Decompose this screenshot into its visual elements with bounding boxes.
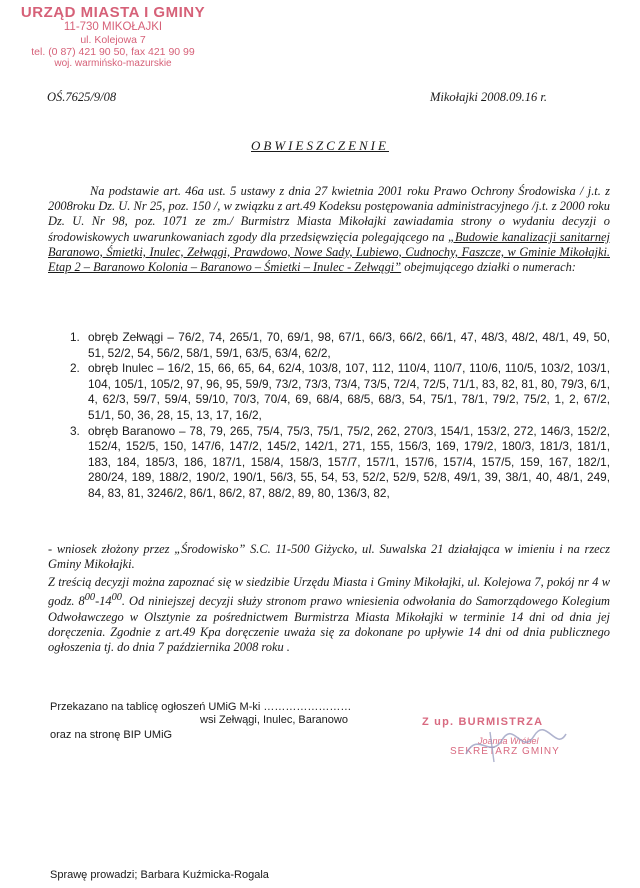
project-name: „Budowie kanalizacji sanitarnej Baranowo, Śmietki, Inulec, Zełwągi, Prawdowo, Nowe Sady, Lubiewo, Cudnochy, Faszcze, w Gminie Mikołajki. Etap 2 – Baranowo Kolonia – Baranowo – Śmietki – Inulec - Zełwągi” (48, 229, 610, 275)
stamp-phone: tel. (0 87) 421 90 50, fax 421 90 99 (31, 46, 195, 58)
list-item (48, 424, 610, 502)
office-stamp (8, 4, 218, 70)
intro-paragraph (48, 184, 610, 275)
stamp-postal-code: 11-730 MIKOŁAJKI (63, 21, 163, 33)
signature-stamp (422, 716, 582, 757)
hours-start-superscript: 00 (84, 592, 96, 604)
stamp-office-name: URZĄD MIASTA I GMINY (20, 4, 206, 21)
applicant-paragraph: - wniosek złożony przez „Środowisko” S.C. 11-500 Giżycko, ul. Suwalska 21 działająca w imieniu i na rzecz Gminy Mikołajki. (48, 542, 610, 572)
intro-text: Na podstawie art. 46a ust. 5 ustawy z dnia 27 kwietnia 2001 roku Prawo Ochrony Środowiska / j.t. z 2008roku Dz. U. Nr 25, poz. 150 /, w związku z art.49 Kodeksu postępowania administracyjnego /j.t. z 2000 roku Dz. U. Nr 98, poz. 1071 ze zm./ Burmistrz Miasta Mikołajki zawiadamia strony o wydaniu decyzji o środowiskowych uwarunkowaniach zgody dla przedsięwzięcia polegającego na (48, 184, 610, 244)
notice-paragraph (48, 575, 610, 655)
signature-role: SEKRETARZ GMINY (450, 746, 560, 757)
hours-separator: -14 (95, 594, 112, 609)
intro-text-end: obejmującego działki o numerach: (401, 260, 576, 275)
list-item (48, 361, 610, 423)
stamp-street: ul. Kolejowa 7 (80, 34, 146, 46)
case-handler: Sprawę prowadzi; Barbara Kuźmicka-Rogala (50, 869, 269, 881)
signature-name: Joanna Wróbel (478, 736, 539, 746)
list-item-number: 1. (70, 330, 80, 344)
notice-text: Z treścią decyzji można zapoznać się w siedzibie Urzędu Miasta i Gminy Mikołajki, ul. Kolejowa 7, pokój nr 4 w godz. 8 (48, 575, 610, 609)
posting-note: Przekazano na tablicę ogłoszeń UMiG M-ki …………………… (50, 701, 352, 713)
list-item (48, 330, 610, 361)
notice-text-end: . Od niniejszej decyzji służy stronom prawo wniesienia odwołania do Samorządowego Kolegium Odwoławczego w Olsztynie za pośrednictwem Burmistrza Miasta Mikołajki w terminie 14 dni od dnia jej doręczenia. Zgodnie z art.49 Kpa doręczenie uważa się za dokonane po upływie 14 dni od dnia publicznego ogłoszenia tj. do dnia 7 października 2008 roku . (48, 594, 610, 654)
list-item-text: obręb Baranowo – 78, 79, 265, 75/4, 75/3, 75/1, 75/2, 262, 270/3, 154/1, 153/2, 272, 146/3, 152/2, 152/4, 152/5, 150, 147/6, 147/2, 145/2, 142/1, 271, 155, 156/3, 169, 179/2, 180/3, 181/3, 181/1, 183, 184, 185/3, 186, 187/1, 158/4, 158/3, 157/7, 157/1, 157/6, 157/4, 157/5, 159, 167, 182/1, 280/24, 189, 188/2, 190/2, 190/1, 56/3, 55, 54, 53, 52/2, 52/9, 52/8, 49/1, 39, 38/1, 40, 48/1, 249, 84, 83, 81, 3246/2, 86/1, 86/2, 87, 88/2, 89, 80, 136/3, 82, (88, 423, 610, 500)
document-date: Mikołajki 2008.09.16 r. (430, 90, 548, 104)
stamp-region: woj. warmińsko-mazurskie (54, 58, 172, 69)
signature-title: Z up. BURMISTRZA (422, 716, 544, 728)
list-item-number: 3. (70, 423, 80, 438)
posting-bip: oraz na stronę BIP UMiG (50, 729, 173, 741)
reference-number: OŚ.7625/9/08 (47, 90, 117, 104)
handwritten-signature-icon (460, 726, 570, 766)
list-item-text: obręb Inulec – 16/2, 15, 66, 65, 64, 62/4, 103/8, 107, 112, 110/4, 110/7, 110/6, 110/5, 103/2, 103/1, 104, 105/1, 105/2, 97, 96, 95, 59/9, 73/2, 73/3, 73/4, 73/5, 72/4, 72/5, 71/1, 83, 82, 81, 80, 79/3, 6/1, 4, 62/3, 59/7, 59/4, 59/10, 70/3, 70/4, 69, 68/4, 68/5, 68/3, 54, 75/1, 78/1, 79/2, 75/2, 1, 2, 67/2, 51/1, 50, 36, 28, 15, 13, 17, 16/2, (88, 361, 610, 422)
list-item-text: obręb Zełwągi – 76/2, 74, 265/1, 70, 69/1, 98, 67/1, 66/3, 66/2, 66/1, 47, 48/3, 48/2, 48/1, 49, 50, 51, 52/2, 54, 56/2, 58/1, 59/1, 63/5, 63/4, 62/2, (88, 330, 610, 360)
posting-villages: wsi Zełwągi, Inulec, Baranowo (200, 714, 348, 726)
document-title: OBWIESZCZENIE (251, 138, 389, 153)
list-item-number: 2. (70, 361, 80, 376)
parcel-list (48, 330, 610, 502)
hours-end-superscript: 00 (111, 592, 122, 604)
